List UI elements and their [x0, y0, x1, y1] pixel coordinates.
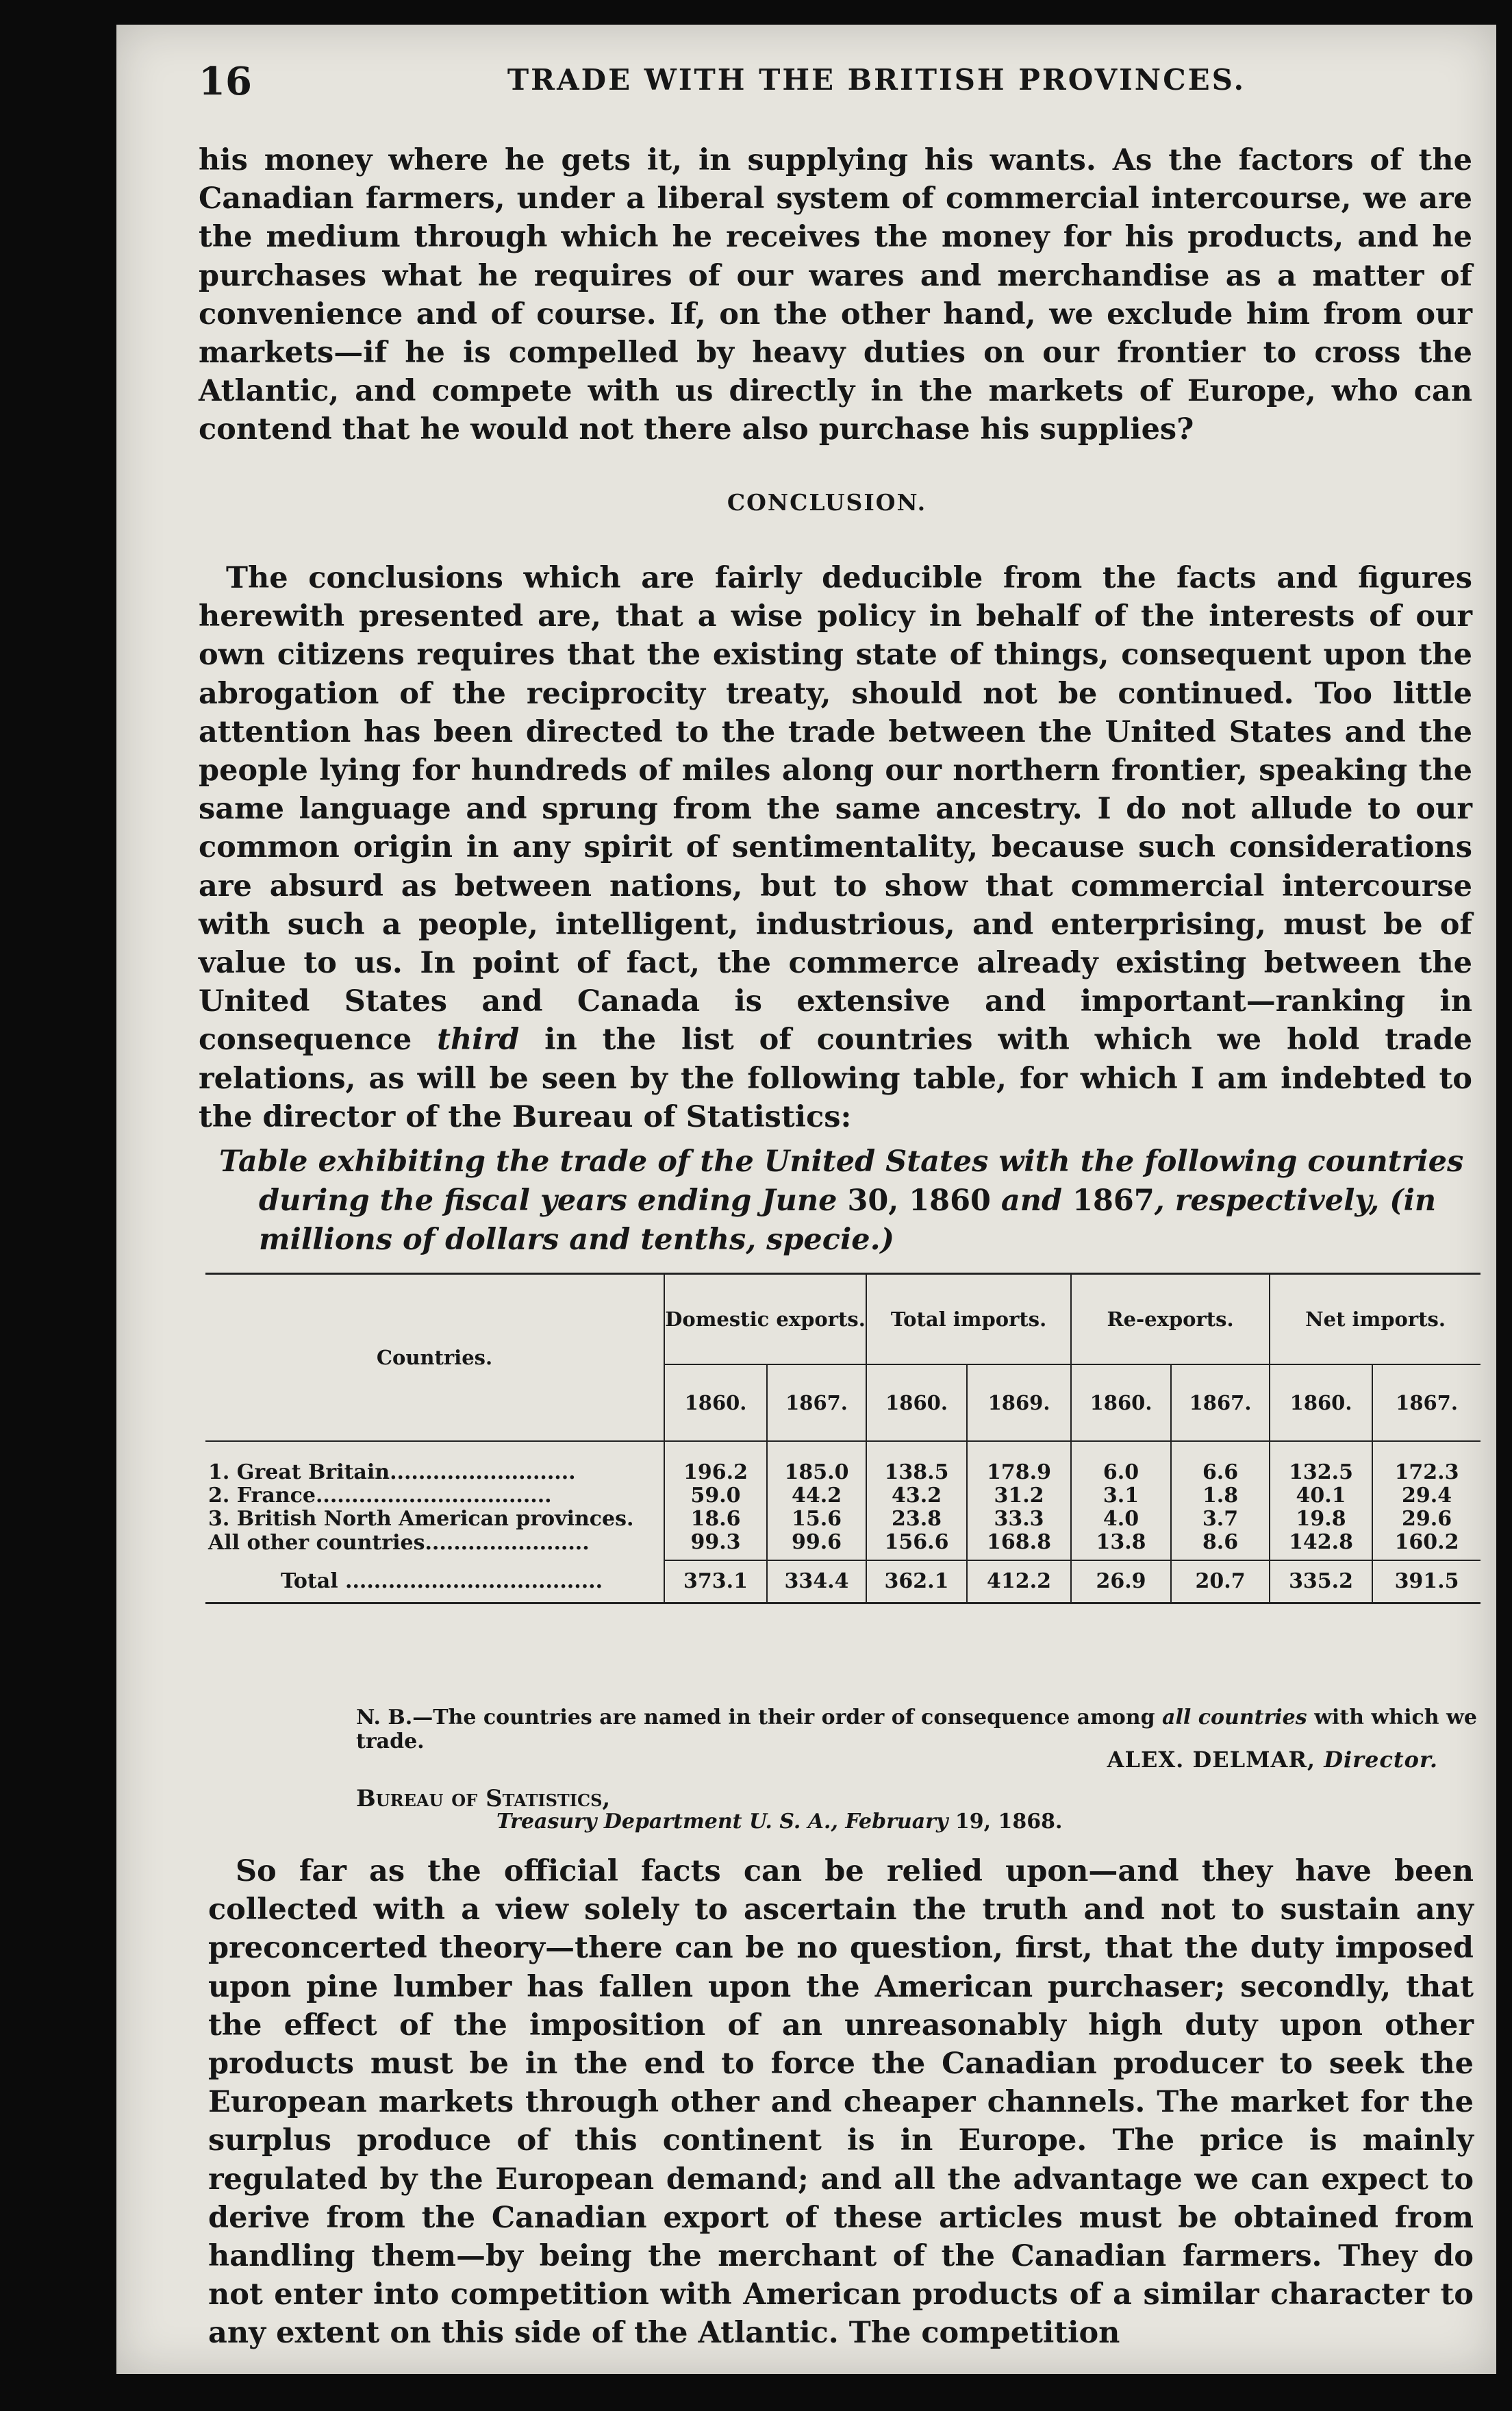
table-cell: 4.0: [1071, 1508, 1171, 1531]
country-name: 3. British North American provinces.: [208, 1508, 634, 1531]
table-cell: 160.2: [1372, 1531, 1480, 1560]
total-cell: 20.7: [1171, 1560, 1270, 1603]
caption-date-1: 30, 1860: [847, 1184, 991, 1218]
running-header: [199, 59, 1472, 104]
table-cell: 185.0: [767, 1461, 866, 1484]
signature-name: ALEX. DELMAR,: [1107, 1747, 1324, 1773]
table-cell: 29.6: [1372, 1508, 1480, 1531]
group-header: Re-exports.: [1071, 1274, 1270, 1365]
table-cell: 8.6: [1171, 1531, 1270, 1560]
total-cell: 391.5: [1372, 1560, 1480, 1603]
note-prefix: N. B.—The countries are named in their order of consequence among: [356, 1706, 1163, 1729]
table-cell: 19.8: [1270, 1508, 1372, 1531]
table-cell: 172.3: [1372, 1461, 1480, 1484]
table-cell: 29.4: [1372, 1484, 1480, 1508]
group-header: Net imports.: [1270, 1274, 1480, 1365]
page-number: 16: [199, 59, 252, 104]
table-cell: 156.6: [866, 1531, 967, 1560]
table-cell: 99.6: [767, 1531, 866, 1560]
countries-header: Countries.: [205, 1274, 664, 1442]
table-cell: 15.6: [767, 1508, 866, 1531]
paragraph-3: So far as the official facts can be relied upon—and they have been collected with a view solely to ascertain the truth and not to sustain any preconcerted theory—there can be no question, first, that the duty imposed upon pine lumber has fallen upon the American purchaser; secondly, that the effect of the imposition of an unreasonably high duty upon other products must be in the end to force the Canadian producer to seek the European markets through other and cheaper channels. The market for the surplus produce of this continent is in Europe. The price is mainly regulated by the European demand; and all the advantage we can expect to derive from the Canadian export of these articles must be obtained from handling them—by being the merchant of the Canadian farmers. They do not enter into competition with American products of a similar character to any extent on this side of the Atlantic. The competition: [208, 1854, 1474, 2351]
table-caption: [219, 1142, 1465, 1260]
table-cell: 23.8: [866, 1508, 967, 1531]
paragraph-2-text-b: in the list of countries with which we hold trade relations, as will be seen by the following table, for which I am indebted to the director of the Bureau of Statistics:: [199, 1023, 1472, 1134]
paragraph-1: his money where he gets it, in supplying his wants. As the factors of the Canadian farmers, under a liberal system of commercial intercourse, we are the medium through which he receives the money for his products, and he purchases what he requires of our wares and merchandise as a matter of convenience and of course. If, on the other hand, we exclude him from our markets—if he is compelled by heavy duties on our frontier to cross the Atlantic, and compete with us directly in the markets of Europe, who can contend that he would not there also purchase his supplies?: [199, 143, 1472, 447]
scan-border: [0, 0, 116, 2411]
table-cell: 132.5: [1270, 1461, 1372, 1484]
year-header: 1867.: [1171, 1364, 1270, 1441]
section-heading: CONCLUSION.: [727, 489, 927, 516]
year-header: 1860.: [1071, 1364, 1171, 1441]
table-cell: 6.6: [1171, 1461, 1270, 1484]
table-cell: 138.5: [866, 1461, 967, 1484]
bureau-label: Bureau of Statistics,: [356, 1785, 611, 1812]
note-suffix: with which we trade.: [356, 1706, 1477, 1753]
table-cell: 142.8: [1270, 1531, 1372, 1560]
table-row: [205, 1531, 1480, 1560]
country-name: All other countries.......................: [208, 1531, 590, 1555]
table-cell: 31.2: [967, 1484, 1071, 1508]
table-cell: 40.1: [1270, 1484, 1372, 1508]
year-header: 1860.: [664, 1364, 767, 1441]
caption-part-2: , respectively, (in millions of dollars and tenths, specie.): [259, 1184, 1437, 1257]
year-header: 1867.: [767, 1364, 866, 1441]
book-page: [116, 25, 1496, 2374]
caption-date-2: 1867: [1072, 1184, 1155, 1218]
table-row: [205, 1484, 1480, 1508]
bureau-department: [496, 1810, 1062, 1834]
table-cell: 18.6: [664, 1508, 767, 1531]
note-italic: all countries: [1162, 1706, 1307, 1729]
department-date: 19, 1868.: [955, 1810, 1063, 1834]
caption-part-1: Table exhibiting the trade of the United States with the following countries during the fiscal years ending June: [219, 1145, 1464, 1218]
running-title: TRADE WITH THE BRITISH PROVINCES.: [507, 63, 1246, 97]
year-header: 1867.: [1372, 1364, 1480, 1441]
country-name: 2. France.................................: [208, 1484, 552, 1508]
year-header: 1869.: [967, 1364, 1071, 1441]
trade-table: [205, 1273, 1480, 1604]
signature: [1107, 1747, 1438, 1773]
table-cell: 168.8: [967, 1531, 1071, 1560]
table-cell: 178.9: [967, 1461, 1071, 1484]
table-cell: 196.2: [664, 1461, 767, 1484]
total-cell: 334.4: [767, 1560, 866, 1603]
signature-title: Director.: [1324, 1747, 1438, 1773]
table-cell: 44.2: [767, 1484, 866, 1508]
bureau-name: [356, 1785, 610, 1812]
table-cell: 33.3: [967, 1508, 1071, 1531]
group-header: Total imports.: [866, 1274, 1071, 1365]
year-header: 1860.: [866, 1364, 967, 1441]
paragraph-2-text-a: The conclusions which are fairly deducible from the facts and figures herewith presented are, that a wise policy in behalf of the interests of our own citizens requires that the existing state of things, consequent upon the abrogation of the reciprocity treaty, should not be continued. Too little attention has been directed to the trade between the United States and the people lying for hundreds of miles along our northern frontier, speaking the same language and sprung from the same ancestry. I do not allude to our common origin in any spirit of sentimentality, because such considerations are absurd as between nations, but to show that commercial intercourse with such a people, intelligent, industrious, and enterprising, must be of value to us. In point of fact, the commerce already existing between the United States and Canada is extensive and important—ranking in consequence: [199, 561, 1472, 1058]
group-header: Domestic exports.: [664, 1274, 866, 1365]
table-cell: 6.0: [1071, 1461, 1171, 1484]
table-total-row: [205, 1560, 1480, 1603]
total-cell: 412.2: [967, 1560, 1071, 1603]
total-cell: 362.1: [866, 1560, 967, 1603]
table-row: [205, 1508, 1480, 1531]
table-cell: 3.1: [1071, 1484, 1171, 1508]
total-cell: 373.1: [664, 1560, 767, 1603]
table-cell: 1.8: [1171, 1484, 1270, 1508]
table-cell: 3.7: [1171, 1508, 1270, 1531]
table-cell: 13.8: [1071, 1531, 1171, 1560]
total-cell: 26.9: [1071, 1560, 1171, 1603]
table-cell: 99.3: [664, 1531, 767, 1560]
table-cell: 59.0: [664, 1484, 767, 1508]
table-cell: 43.2: [866, 1484, 967, 1508]
total-cell: 335.2: [1270, 1560, 1372, 1603]
paragraph-2-italic: third: [437, 1023, 520, 1058]
total-label: Total ....................................: [205, 1560, 664, 1603]
paragraph-2: [199, 559, 1472, 1136]
department-text: Treasury Department U. S. A., February: [496, 1810, 955, 1834]
caption-and: and: [990, 1184, 1073, 1218]
country-name: 1. Great Britain..........................: [208, 1461, 576, 1484]
year-header: 1860.: [1270, 1364, 1372, 1441]
table-row: [205, 1461, 1480, 1484]
